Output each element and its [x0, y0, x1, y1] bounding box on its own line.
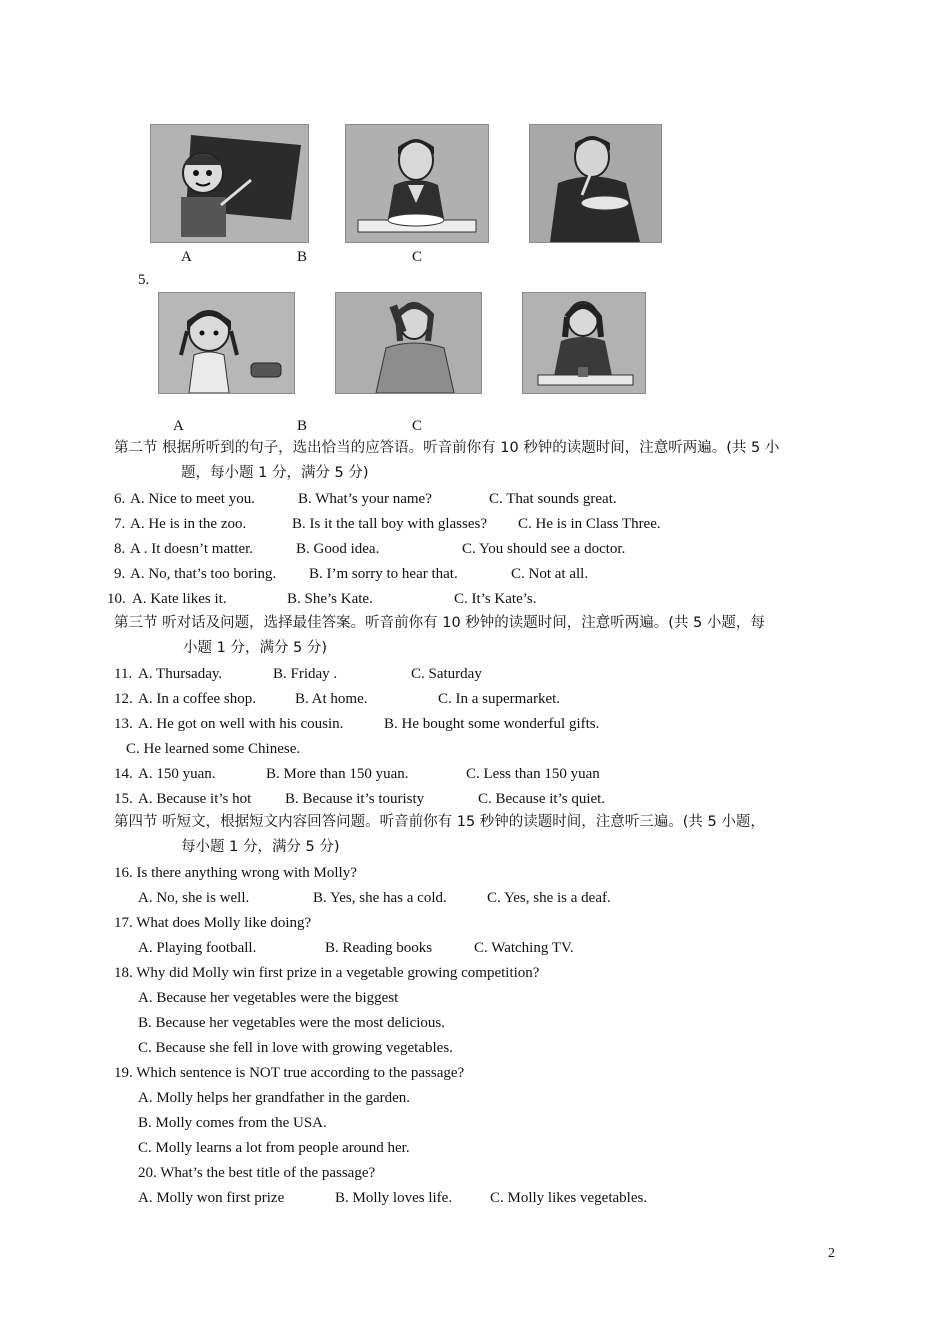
q20-option-b: B. Molly loves life. [335, 1190, 453, 1206]
q10-option-c: C. It’s Kate’s. [454, 591, 537, 607]
q8-option-b: B. Good idea. [296, 541, 380, 557]
q16-option-b: B. Yes, she has a cold. [313, 890, 447, 906]
row4-label-b: B [297, 249, 308, 265]
q19-option-a: A. Molly helps her grandfather in the garden. [138, 1090, 410, 1106]
q19-option-c: C. Molly learns a lot from people around her. [138, 1140, 410, 1156]
q20-question: 20. What’s the best title of the passage? [138, 1165, 376, 1181]
q15-option-c: C. Because it’s quiet. [478, 791, 606, 807]
q13-number: 13. [114, 716, 133, 732]
q5-label-a: A [173, 418, 184, 434]
q19-option-b: B. Molly comes from the USA. [138, 1115, 327, 1131]
q9-option-a: A. No, that’s too boring. [130, 566, 277, 582]
q17-option-b: B. Reading books [325, 940, 433, 956]
q12-option-a: A. In a coffee shop. [138, 691, 257, 707]
q15-number: 15. [114, 791, 133, 807]
row4-label-a: A [181, 249, 192, 265]
q14-option-c: C. Less than 150 yuan [466, 766, 600, 782]
q13-option-c: C. He learned some Chinese. [126, 741, 301, 757]
q13-option-a: A. He got on well with his cousin. [138, 716, 344, 732]
q18-question: 18. Why did Molly win first prize in a vegetable growing competition? [114, 965, 540, 981]
section-2-heading-cont: 题，每小题 1 分，满分 5 分) [181, 465, 369, 481]
picture-4b [345, 124, 489, 243]
picture-4a [150, 124, 309, 243]
q18-option-a: A. Because her vegetables were the biggest [138, 990, 399, 1006]
q7-option-a: A. He is in the zoo. [130, 516, 247, 532]
section-2-heading: 第二节 根据所听到的句子，选出恰当的应答语。听音前你有 10 秒钟的读题时间，注意听两遍。(共 5 小 [114, 440, 780, 456]
q19-question: 19. Which sentence is NOT true according to the passage? [114, 1065, 465, 1081]
q18-option-b: B. Because her vegetables were the most delicious. [138, 1015, 445, 1031]
q6-number: 6. [114, 491, 126, 507]
q10-option-a: A. Kate likes it. [132, 591, 227, 607]
q7-option-b: B. Is it the tall boy with glasses? [292, 516, 487, 532]
q6-option-c: C. That sounds great. [489, 491, 617, 507]
q14-number: 14. [114, 766, 133, 782]
q15-option-b: B. Because it’s touristy [285, 791, 425, 807]
q12-option-b: B. At home. [295, 691, 368, 707]
q16-question: 16. Is there anything wrong with Molly? [114, 865, 357, 881]
q8-number: 8. [114, 541, 126, 557]
q17-option-c: C. Watching TV. [474, 940, 574, 956]
row4-label-c: C [412, 249, 423, 265]
q11-number: 11. [114, 666, 133, 682]
q20-option-c: C. Molly likes vegetables. [490, 1190, 648, 1206]
woman-at-table-icon [523, 293, 645, 393]
q6-option-b: B. What’s your name? [298, 491, 432, 507]
q11-option-c: C. Saturday [411, 666, 482, 682]
q18-option-c: C. Because she fell in love with growing vegetables. [138, 1040, 453, 1056]
man-drinking-icon [336, 293, 481, 393]
q16-option-c: C. Yes, she is a deaf. [487, 890, 611, 906]
page-number: 2 [828, 1246, 835, 1261]
picture-5a [158, 292, 295, 394]
girl-with-phone-icon [159, 293, 294, 393]
picture-5c [522, 292, 646, 394]
boy-at-blackboard-icon [151, 125, 308, 242]
q5-label-c: C [412, 418, 423, 434]
question-5-number: 5. [138, 272, 150, 288]
picture-4c [529, 124, 662, 243]
q9-option-b: B. I’m sorry to hear that. [309, 566, 458, 582]
q16-option-a: A. No, she is well. [138, 890, 250, 906]
q7-option-c: C. He is in Class Three. [518, 516, 661, 532]
q7-number: 7. [114, 516, 126, 532]
man-eating-icon [530, 125, 661, 242]
q14-option-a: A. 150 yuan. [138, 766, 216, 782]
q17-question: 17. What does Molly like doing? [114, 915, 312, 931]
q8-option-a: A . It doesn’t matter. [130, 541, 254, 557]
section-3-heading: 第三节 听对话及问题，选择最佳答案。听音前你有 10 秒钟的读题时间，注意听两遍。(共 5 小题，每 [114, 615, 765, 631]
q12-option-c: C. In a supermarket. [438, 691, 561, 707]
q10-option-b: B. She’s Kate. [287, 591, 373, 607]
q20-option-a: A. Molly won first prize [138, 1190, 285, 1206]
q13-option-b: B. He bought some wonderful gifts. [384, 716, 600, 732]
q9-option-c: C. Not at all. [511, 566, 589, 582]
q6-option-a: A. Nice to meet you. [130, 491, 255, 507]
q17-option-a: A. Playing football. [138, 940, 257, 956]
section-4-heading: 第四节 听短文，根据短文内容回答问题。听音前你有 15 秒钟的读题时间，注意听三遍。(共 5 小题， [114, 814, 765, 830]
q14-option-b: B. More than 150 yuan. [266, 766, 409, 782]
q12-number: 12. [114, 691, 133, 707]
q11-option-b: B. Friday . [273, 666, 338, 682]
man-eating-at-table-icon [346, 125, 488, 242]
section-4-heading-cont: 每小题 1 分，满分 5 分) [181, 839, 340, 855]
picture-5b [335, 292, 482, 394]
q8-option-c: C. You should see a doctor. [462, 541, 626, 557]
q10-number: 10. [107, 591, 126, 607]
q11-option-a: A. Thursaday. [138, 666, 223, 682]
q5-label-b: B [297, 418, 308, 434]
q15-option-a: A. Because it’s hot [138, 791, 252, 807]
section-3-heading-cont: 小题 1 分，满分 5 分) [183, 640, 328, 656]
q9-number: 9. [114, 566, 126, 582]
